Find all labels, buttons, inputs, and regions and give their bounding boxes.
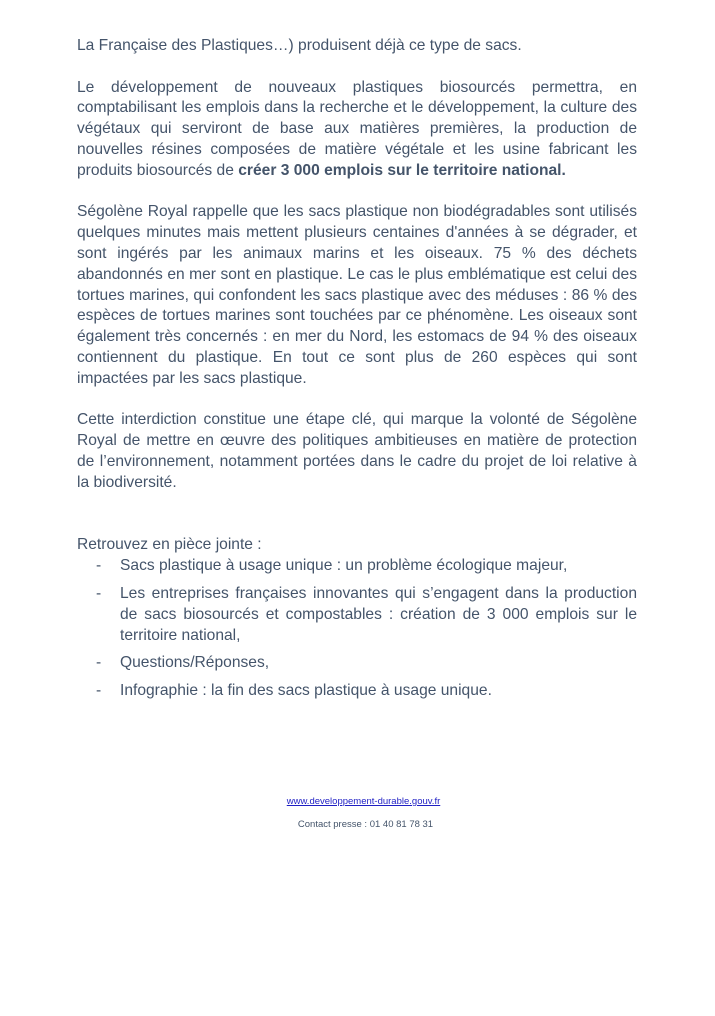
paragraph-biosourced-bold: créer 3 000 emplois sur le territoire national. xyxy=(238,161,566,179)
paragraph-ban-milestone: Cette interdiction constitue une étape clé, qui marque la volonté de Ségolène Royal de mettre en œuvre des politiques ambitieuses en matière de protection de l’environnement, notamment portées dans le cadre du projet de loi relative à la biodiversité. xyxy=(77,411,637,491)
list-dash: - xyxy=(96,682,102,700)
attachments-intro: Retrouvez en pièce jointe : xyxy=(77,536,262,554)
attachments-list xyxy=(77,556,637,702)
attachment-item xyxy=(77,653,637,674)
website-link[interactable]: www.developpement-durable.gouv.fr xyxy=(286,796,441,807)
document-page xyxy=(77,36,637,709)
paragraph-marine-impact: Ségolène Royal rappelle que les sacs plastique non biodégradables sont utilisés quelques minutes mais mettent plusieurs centaines d'années à se dégrader, et sont ingérés par les animaux marins et les oiseaux. 75 % des déchets abandonnés en mer sont en plastique. Le cas le plus emblématique est celui des tortues marines, qui confondent les sacs plastique avec des méduses : 86 % des espèces de tortues marines sont touchées par ce phénomène. Les oiseaux sont également très concernés : en mer du Nord, les estomacs de 94 % des oiseaux contiennent du plastique. En tout ce sont plus de 260 espèces qui sont impactées par les sacs plastique. xyxy=(77,203,637,387)
list-dash: - xyxy=(96,654,102,672)
list-dash: - xyxy=(96,584,102,602)
attachment-item xyxy=(77,584,637,646)
paragraph-biosourced-text: Le développement de nouveaux plastiques biosourcés permettra, en comptabilisant les emplois dans la recherche et le développement, la culture des végétaux qui serviront de base aux matières premières, la production de nouvelles résines composées de matière végétale et les usine fabricant les produits biosourcés de xyxy=(77,78,637,179)
attachment-item-text: Questions/Réponses, xyxy=(120,654,270,672)
press-contact: Contact presse : 01 40 81 78 31 xyxy=(297,819,434,830)
page-footer xyxy=(0,796,715,830)
paragraph-biosourced-jobs xyxy=(77,78,637,182)
attachment-item xyxy=(77,556,637,577)
paragraph-intro: La Française des Plastiques…) produisent déjà ce type de sacs. xyxy=(77,37,522,54)
attachment-item-text: Sacs plastique à usage unique : un problème écologique majeur, xyxy=(120,557,568,575)
attachment-item-text: Infographie : la fin des sacs plastique à usage unique. xyxy=(120,682,492,700)
attachment-item-text: Les entreprises françaises innovantes qui s’engagent dans la production de sacs biosourcés et compostables : création de 3 000 emplois sur le territoire national, xyxy=(120,584,637,644)
list-dash: - xyxy=(96,557,102,575)
spacer xyxy=(77,514,637,535)
attachment-item xyxy=(77,681,637,702)
